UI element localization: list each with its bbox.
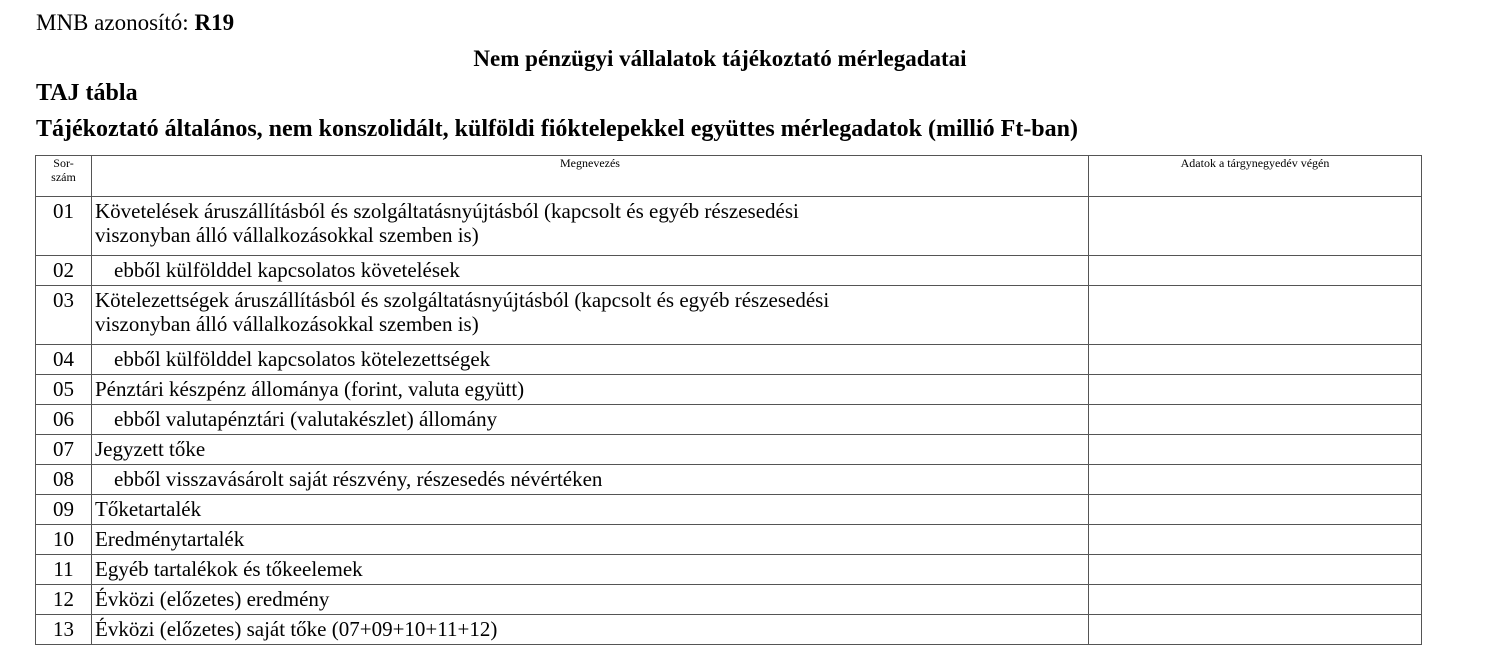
row-value-cell[interactable] xyxy=(1089,495,1422,525)
row-description: Évközi (előzetes) saját tőke (07+09+10+11+12) xyxy=(92,615,1089,645)
row-number: 11 xyxy=(36,555,92,585)
row-number: 06 xyxy=(36,405,92,435)
row-value-cell[interactable] xyxy=(1089,435,1422,465)
row-number: 05 xyxy=(36,375,92,405)
mnb-identifier xyxy=(36,8,234,38)
row-description: Évközi (előzetes) eredmény xyxy=(92,585,1089,615)
row-description: ebből külfölddel kapcsolatos követelések xyxy=(92,256,1089,286)
row-number: 10 xyxy=(36,525,92,555)
row-description: Pénztári készpénz állománya (forint, valuta együtt) xyxy=(92,375,1089,405)
column-header-description: Megnevezés xyxy=(92,156,1089,197)
table-subtitle: Tájékoztató általános, nem konszolidált, külföldi fióktelepekkel együttes mérlegadatok (millió Ft-ban) xyxy=(36,116,1078,142)
row-value-cell[interactable] xyxy=(1089,197,1422,256)
row-number: 02 xyxy=(36,256,92,286)
row-number: 03 xyxy=(36,286,92,345)
row-value-cell[interactable] xyxy=(1089,286,1422,345)
row-value-cell[interactable] xyxy=(1089,256,1422,286)
table-row xyxy=(36,465,1422,495)
table-row xyxy=(36,286,1422,345)
mnb-code: R19 xyxy=(194,10,235,35)
table-row xyxy=(36,405,1422,435)
table-row xyxy=(36,525,1422,555)
row-value-cell[interactable] xyxy=(1089,465,1422,495)
row-description: ebből külfölddel kapcsolatos kötelezettségek xyxy=(92,345,1089,375)
row-description: Eredménytartalék xyxy=(92,525,1089,555)
table-code: TAJ tábla xyxy=(36,80,138,106)
table-row xyxy=(36,345,1422,375)
table-row xyxy=(36,197,1422,256)
row-number: 04 xyxy=(36,345,92,375)
row-number: 13 xyxy=(36,615,92,645)
row-number: 12 xyxy=(36,585,92,615)
row-number: 01 xyxy=(36,197,92,256)
table-row xyxy=(36,256,1422,286)
balance-table xyxy=(35,155,1422,645)
row-value-cell[interactable] xyxy=(1089,555,1422,585)
row-value-cell[interactable] xyxy=(1089,525,1422,555)
row-number: 07 xyxy=(36,435,92,465)
table-row xyxy=(36,555,1422,585)
row-value-cell[interactable] xyxy=(1089,405,1422,435)
mnb-label: MNB azonosító: xyxy=(36,10,189,35)
row-description: ebből visszavásárolt saját részvény, részesedés névértéken xyxy=(92,465,1089,495)
table-row xyxy=(36,615,1422,645)
table-row xyxy=(36,585,1422,615)
row-value-cell[interactable] xyxy=(1089,345,1422,375)
row-number: 09 xyxy=(36,495,92,525)
row-description: Egyéb tartalékok és tőkeelemek xyxy=(92,555,1089,585)
row-value-cell[interactable] xyxy=(1089,615,1422,645)
table-header-row xyxy=(36,156,1422,197)
row-value-cell[interactable] xyxy=(1089,375,1422,405)
row-value-cell[interactable] xyxy=(1089,585,1422,615)
table-row xyxy=(36,435,1422,465)
column-header-value: Adatok a tárgynegyedév végén xyxy=(1089,156,1422,197)
table-row xyxy=(36,495,1422,525)
row-description: Jegyzett tőke xyxy=(92,435,1089,465)
row-number: 08 xyxy=(36,465,92,495)
row-description: Követelések áruszállításból és szolgáltatásnyújtásból (kapcsolt és egyéb részesedési viszonyban álló vállalkozásokkal szemben is) xyxy=(92,197,1089,256)
row-description: ebből valutapénztári (valutakészlet) állomány xyxy=(92,405,1089,435)
column-header-row-number: Sor- szám xyxy=(36,156,92,197)
row-description: Kötelezettségek áruszállításból és szolgáltatásnyújtásból (kapcsolt és egyéb részesedési viszonyban álló vállalkozásokkal szemben is) xyxy=(92,286,1089,345)
row-description: Tőketartalék xyxy=(92,495,1089,525)
table-row xyxy=(36,375,1422,405)
main-title: Nem pénzügyi vállalatok tájékoztató mérlegadatai xyxy=(473,46,967,71)
